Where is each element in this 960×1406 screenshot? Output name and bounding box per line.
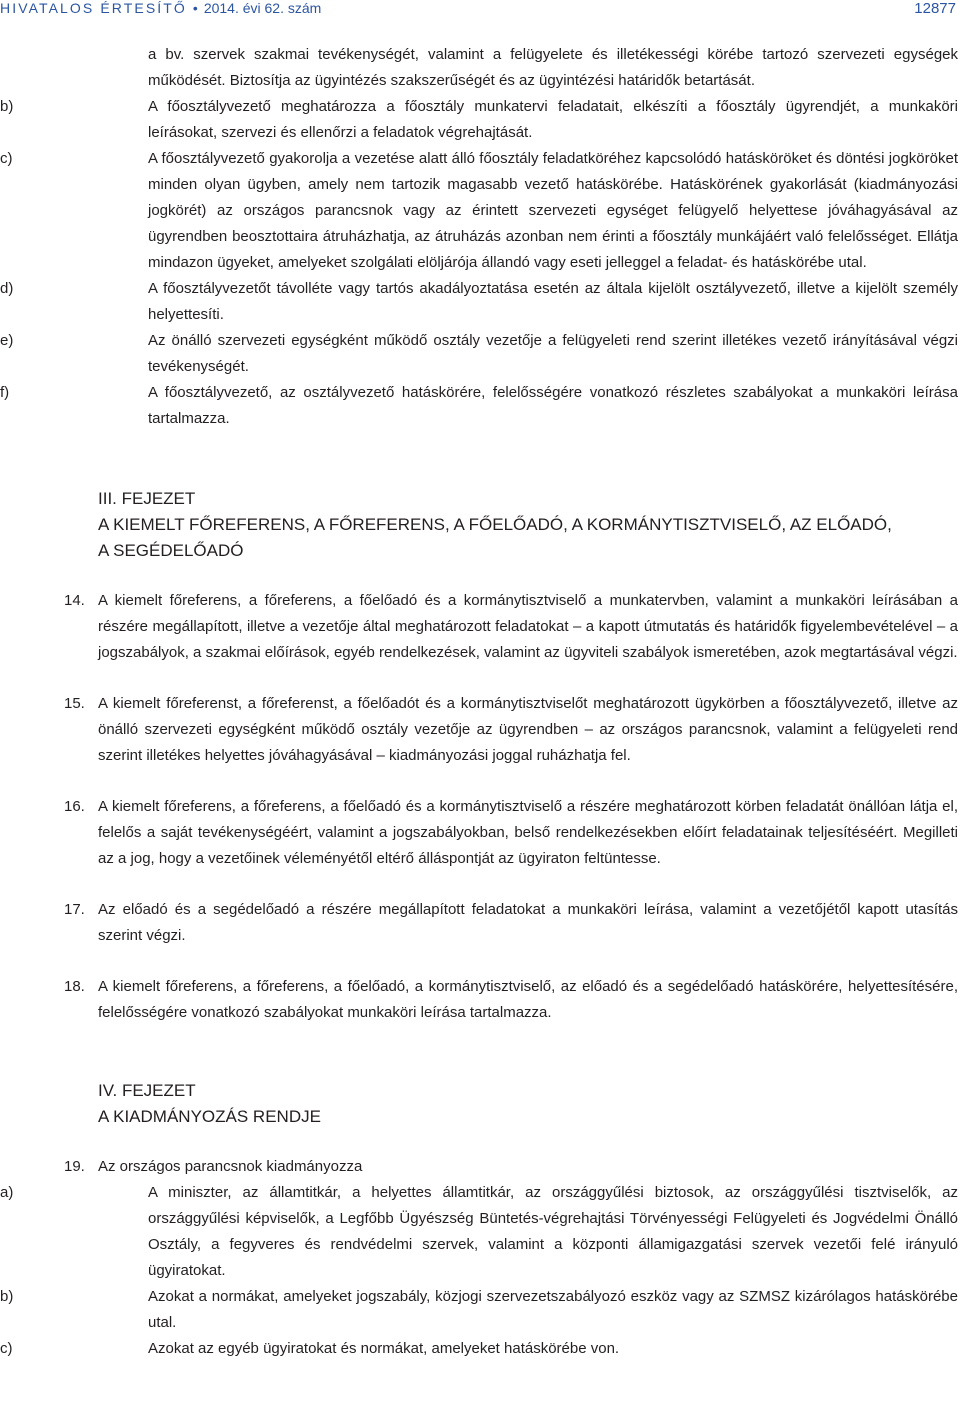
paragraph-text: A kiemelt főreferens, a főreferens, a főelőadó és a kormánytisztviselő a munkatervben, valamint a munkaköri leírásában a részére megállapított, illetve a vezetője által meghatározott feladatokat – a kapott útmutatás és határidők figyelembevételével – a jogszabályok, a szakmai előírások, egyéb rendelkezések, valamint az ügyviteli szabályok ismeretében, azok megtartásával végzi. <box>98 592 958 661</box>
paragraph-18 <box>64 974 958 1026</box>
spacer <box>0 666 960 691</box>
list-text: A főosztályvezető gyakorolja a vezetése alatt álló főosztály feladatköréhez kapcsolódó hatásköröket és döntési jogköröket minden olyan ügyben, amely nem tartozik magasabb vezető hatáskörébe. Hatáskörének gyakorlását (kiadmányozási jogkörét) az országos parancsnok vagy az érintett szervezeti egységet felügyelő helyettese jóváhagyásával az ügyrendben beosztottaira átruházhatja, az átruházás azonban nem érinti a főosztály munkájáért való felelősséget. Ellátja mindazon ügyeket, amelyeket szolgálati elöljárója állandó vagy eseti jelleggel a feladat- és hatáskörébe utal. <box>148 150 958 271</box>
list-item-d <box>0 276 958 328</box>
list-label: a) <box>0 1184 14 1201</box>
paragraph-number: 17. <box>64 901 85 918</box>
list-item-19b <box>0 1284 958 1336</box>
list-text: A főosztályvezetőt távolléte vagy tartós akadályoztatása esetén az általa kijelölt osztályvezető, illetve a kijelölt személy helyettesíti. <box>148 280 958 323</box>
paragraph-19 <box>64 1154 958 1180</box>
spacer <box>0 1026 960 1078</box>
spacer <box>0 949 960 974</box>
list-label: b) <box>0 98 14 115</box>
list-item-c <box>0 146 958 276</box>
chapter-title-line: A KIEMELT FŐREFERENS, A FŐREFERENS, A FŐELŐADÓ, A KORMÁNYTISZTVISELŐ, AZ ELŐADÓ, <box>98 515 892 534</box>
list-item-f <box>0 380 958 432</box>
header-left <box>0 0 321 16</box>
issue-label: 2014. évi 62. szám <box>203 0 322 16</box>
list-item-19c <box>0 1336 958 1362</box>
list-item-b <box>0 94 958 146</box>
list-label: d) <box>0 280 14 297</box>
spacer <box>0 872 960 897</box>
spacer <box>0 432 960 486</box>
list-label: c) <box>0 1340 13 1357</box>
page-body <box>0 42 960 1362</box>
chapter-number: III. FEJEZET <box>98 489 196 508</box>
list-item-19a <box>0 1180 958 1284</box>
paragraph-number: 16. <box>64 798 85 815</box>
paragraph-text: Az országos parancsnok kiadmányozza <box>98 1158 363 1175</box>
list-text: A miniszter, az államtitkár, a helyettes államtitkár, az országgyűlési biztosok, az országgyűlési tisztviselők, az országgyűlési képviselők, a Legfőbb Ügyészség Büntetés-végrehajtási Törvényességi Felügyeleti és Jogvédelmi Önálló Osztály, a fegyveres és rendvédelmi szervek, valamint a központi államigazgatási szervek vezetői felé irányuló ügyiratokat. <box>148 1184 958 1279</box>
chapter-number: IV. FEJEZET <box>98 1081 196 1100</box>
paragraph-number: 18. <box>64 978 85 995</box>
list-item-e <box>0 328 958 380</box>
list-label: e) <box>0 332 14 349</box>
spacer <box>0 564 960 588</box>
chapter-title-line: A KIADMÁNYOZÁS RENDJE <box>98 1107 321 1126</box>
paragraph-text: A kiemelt főreferenst, a főreferenst, a főelőadót és a kormánytisztviselőt meghatározott ügykörben a főosztályvezető, illetve az önálló szervezeti egységként működő osztály vezetője az ügyrendben – az országos parancsnok, valamint a felügyeleti rend szerint illetékes helyettes jóváhagyásával – kiadmányozási joggal ruházhatja fel. <box>98 695 958 764</box>
paragraph-14 <box>64 588 958 666</box>
header-bullet: • <box>192 0 198 16</box>
journal-title: HIVATALOS ÉRTESÍTŐ <box>0 0 187 16</box>
intro-paragraph: a bv. szervek szakmai tevékenységét, valamint a felügyelete és illetékességi körébe tartozó szervezeti egységek működését. Biztosítja az ügyintézés szakszerűségét és az ügyintézési határidők betartását. <box>148 46 958 89</box>
paragraph-15 <box>64 691 958 769</box>
paragraph-number: 15. <box>64 695 85 712</box>
page-number: 12877 <box>914 0 956 17</box>
spacer <box>0 769 960 794</box>
chapter-3-heading <box>98 486 958 564</box>
running-header <box>0 0 960 22</box>
paragraph-number: 19. <box>64 1158 85 1175</box>
paragraph-number: 14. <box>64 592 85 609</box>
paragraph-text: A kiemelt főreferens, a főreferens, a főelőadó és a kormánytisztviselő a részére meghatározott körben feladatát önállóan látja el, felelős a saját tevékenységéért, valamint a jogszabályokban, belső rendelkezésekben előírt feladatainak teljesítéséért. Megilleti az a jog, hogy a vezetőinek véleményétől eltérő álláspontját az ügyiraton feltüntesse. <box>98 798 958 867</box>
chapter-title-line: A SEGÉDELŐADÓ <box>98 541 244 560</box>
list-text: A főosztályvezető meghatározza a főosztály munkatervi feladatait, elkészíti a főosztály ügyrendjét, a munkaköri leírásokat, szervezi és ellenőrzi a feladatok végrehajtását. <box>148 98 958 141</box>
list-text: Az önálló szervezeti egységként működő osztály vezetője a felügyeleti rend szerint illetékes vezető irányításával végzi tevékenységét. <box>148 332 958 375</box>
list-text: Azokat az egyéb ügyiratokat és normákat, amelyeket hatáskörébe von. <box>148 1340 620 1357</box>
spacer <box>0 1130 960 1154</box>
list-label: c) <box>0 150 13 167</box>
list-text: Azokat a normákat, amelyeket jogszabály, közjogi szervezetszabályozó eszköz vagy az SZMSZ kizárólagos hatáskörébe utal. <box>148 1288 958 1331</box>
paragraph-17 <box>64 897 958 949</box>
list-label: f) <box>0 384 10 401</box>
list-label: b) <box>0 1288 14 1305</box>
chapter-4-heading <box>98 1078 958 1130</box>
list-text: A főosztályvezető, az osztályvezető hatáskörére, felelősségére vonatkozó részletes szabályokat a munkaköri leírása tartalmazza. <box>148 384 958 427</box>
paragraph-text: Az előadó és a segédelőadó a részére megállapított feladatokat a munkaköri leírása, valamint a vezetőjétől kapott utasítás szerint végzi. <box>98 901 958 944</box>
paragraph-16 <box>64 794 958 872</box>
paragraph-text: A kiemelt főreferens, a főreferens, a főelőadó, a kormánytisztviselő, az előadó és a segédelőadó hatáskörére, helyettesítésére, felelősségére vonatkozó szabályokat munkaköri leírása tartalmazza. <box>98 978 958 1021</box>
